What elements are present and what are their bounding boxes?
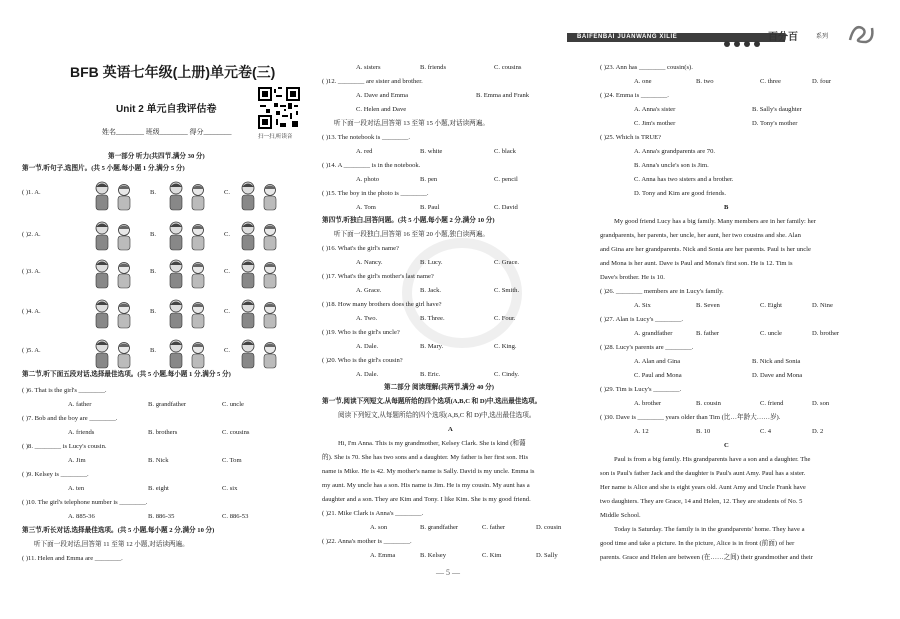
col3-text-line: parents. Grace and Helen are between (在……之间) their grandmother and their: [600, 554, 813, 561]
col3-text-line: Her name is Alice and she is eight years old. Aunt Amy and Uncle Frank have: [600, 484, 806, 491]
col3-text-line: and Mona is her aunt. Dave is Paul and Mona's first son. He is 12. Tim is: [600, 260, 793, 267]
col3-text-line: C. uncle: [760, 330, 782, 337]
unit-subtitle: Unit 2 单元自我评估卷: [116, 104, 217, 115]
col1-text-line: ( )6. That is the girl's ________.: [22, 387, 107, 394]
col2-text-line: ( )22. Anna's mother is ________.: [322, 538, 412, 545]
col2-text-line: Hi, I'm Anna. This is my grandmother, Kelsey Clark. She is kind (和蔼: [338, 440, 526, 447]
person-picture-icon: [90, 180, 138, 212]
col1-text-line: 第一部分 听力(共四节,满分 30 分): [108, 153, 205, 160]
col3-text-line: C: [724, 442, 729, 449]
col1-text-line: 听下面一段对话,回答第 11 至第 12 小题,对话读两遍。: [34, 541, 189, 548]
col2-text-line: 听下面一段对话,回答第 13 至第 15 小题,对话读两遍。: [334, 120, 489, 127]
col3-text-line: ( )25. Which is TRUE?: [600, 134, 662, 141]
person-picture-icon: [164, 220, 212, 252]
col1-text-line: C.: [224, 268, 231, 275]
col2-text-line: B. white: [420, 148, 443, 155]
col2-text-line: A. Nancy.: [356, 259, 383, 266]
col3-text-line: ( )28. Lucy's parents are ________.: [600, 344, 694, 351]
col1-text-line: A. father: [68, 401, 92, 408]
col1-text-line: C.: [224, 189, 231, 196]
col2-text-line: A: [448, 426, 453, 433]
col3-text-line: Dave's brother. He is 10.: [600, 274, 665, 281]
person-picture-icon: [90, 338, 138, 370]
col3-text-line: D. Dave and Mona: [752, 372, 803, 379]
col1-text-line: C.: [224, 347, 231, 354]
col1-text-line: B.: [150, 231, 157, 238]
col2-text-line: C. Kim: [482, 552, 502, 559]
person-picture-icon: [164, 298, 212, 330]
col3-text-line: B. Nick and Sonia: [752, 358, 801, 365]
col1-text-line: B.: [150, 347, 157, 354]
col1-text-line: A. ten: [68, 485, 85, 492]
col3-text-line: ( )23. Ann has ________ cousin(s).: [600, 64, 693, 71]
col1-text-line: 第三节,听长对话,选择最佳选项。(共 5 小题,每小题 2 分,满分 10 分): [22, 527, 215, 534]
col3-text-line: Today is Saturday. The family is in the grandparents' home. They have a: [614, 526, 805, 533]
col2-text-line: B. pen: [420, 176, 438, 183]
col3-text-line: and Gina are her grandparents. Nick and Sonia are her parents. Paul is her uncle: [600, 246, 811, 253]
col2-text-line: B. Mary.: [420, 343, 444, 350]
brand-name: 百分百: [768, 32, 798, 43]
col1-text-line: B. Nick: [148, 457, 169, 464]
col3-text-line: Paul is from a big family. His grandparents have a son and a daughter. The: [614, 456, 811, 463]
col2-text-line: 第四节,听独白,回答问题。(共 5 小题,每小题 2 分,满分 10 分): [322, 217, 495, 224]
col1-text-line: B.: [150, 308, 157, 315]
person-picture-icon: [236, 338, 284, 370]
person-picture-icon: [164, 338, 212, 370]
col2-text-line: ( )15. The boy in the photo is ________.: [322, 190, 429, 197]
col2-text-line: D. Sally: [536, 552, 558, 559]
col2-text-line: ( )20. Who is the girl's cousin?: [322, 357, 403, 364]
col2-text-line: B. Lucy.: [420, 259, 443, 266]
col3-text-line: B. Seven: [696, 302, 720, 309]
col3-text-line: D. son: [812, 400, 830, 407]
col3-text-line: C. Anna has two sisters and a brother.: [634, 176, 734, 183]
col2-text-line: 的). She is 70. She has two sons and a daughter. My father is her first son. His: [322, 454, 529, 461]
col2-text-line: C. cousins: [494, 64, 522, 71]
dot-icon: [744, 41, 750, 47]
col2-text-line: A. red: [356, 148, 373, 155]
col1-text-line: C. cousins: [222, 429, 250, 436]
col1-text-line: B. brothers: [148, 429, 178, 436]
col3-text-line: A. Alan and Gina: [634, 358, 681, 365]
col1-text-line: B.: [150, 268, 157, 275]
col3-text-line: B. Sally's daughter: [752, 106, 802, 113]
col2-text-line: ( )17. What's the girl's mother's last name?: [322, 273, 434, 280]
col2-text-line: C. pencil: [494, 176, 518, 183]
col2-text-line: ( )21. Mike Clark is Anna's ________.: [322, 510, 424, 517]
col3-text-line: C. friend: [760, 400, 784, 407]
col3-text-line: A. grandfather: [634, 330, 673, 337]
col3-text-line: A. Anna's grandparents are 70.: [634, 148, 716, 155]
col2-text-line: A. Tom: [356, 204, 376, 211]
person-picture-icon: [90, 220, 138, 252]
col3-text-line: ( )27. Alan is Lucy's ________.: [600, 316, 684, 323]
col1-text-line: C. Tom: [222, 457, 242, 464]
person-picture-icon: [236, 180, 284, 212]
col3-text-line: A. one: [634, 78, 652, 85]
col2-text-line: ( )19. Who is the girl's uncle?: [322, 329, 400, 336]
col1-text-line: ( )5. A.: [22, 347, 41, 354]
col3-text-line: Middle School.: [600, 512, 641, 519]
col2-text-line: C. King.: [494, 343, 517, 350]
col1-text-line: ( )1. A.: [22, 189, 41, 196]
col2-text-line: C. Smith.: [494, 287, 520, 294]
col3-text-line: B. father: [696, 330, 720, 337]
col2-text-line: daughter and a son. They are Kim and Tony. I like Kim. She is my good friend.: [322, 496, 531, 503]
col2-text-line: name is Mike. He is 42. My mother's name is Sally. David is my uncle. Emma is: [322, 468, 535, 475]
col3-text-line: B. two: [696, 78, 714, 85]
col1-text-line: C.: [224, 308, 231, 315]
col3-text-line: D. Tony and Kim are good friends.: [634, 190, 727, 197]
col3-text-line: A. Anna's sister: [634, 106, 676, 113]
col3-text-line: C. Jim's mother: [634, 120, 676, 127]
col2-text-line: C. Cindy.: [494, 371, 520, 378]
col3-text-line: A. brother: [634, 400, 662, 407]
col2-text-line: C. father: [482, 524, 506, 531]
col1-text-line: ( )10. The girl's telephone number is ________.: [22, 499, 148, 506]
col2-text-line: A. Emma: [370, 552, 396, 559]
col2-text-line: B. Jack.: [420, 287, 442, 294]
qr-caption: 扫一扫,听读音: [258, 134, 293, 140]
col2-text-line: C. black: [494, 148, 516, 155]
col2-text-line: B. Eric.: [420, 371, 441, 378]
col3-text-line: ( )30. Dave is ________ years older than Tim (比…年龄大……岁).: [600, 414, 781, 421]
person-picture-icon: [236, 258, 284, 290]
person-picture-icon: [90, 298, 138, 330]
col3-text-line: D. Tony's mother: [752, 120, 798, 127]
header-band: BAIFENBAI JUANWANG XILIE: [567, 33, 785, 42]
col1-text-line: C. 886-53: [222, 513, 249, 520]
col2-text-line: ( )14. A ________ is in the notebook.: [322, 162, 421, 169]
col3-text-line: ( )29. Tim is Lucy's ________.: [600, 386, 682, 393]
col3-text-line: D. four: [812, 78, 832, 85]
person-picture-icon: [236, 220, 284, 252]
qr-code-icon[interactable]: [258, 87, 300, 129]
col2-text-line: 第一节,阅读下列短文,从每题所给的四个选项(A,B,C 和 D)中,选出最佳选项。: [322, 398, 542, 405]
page-title: BFB 英语七年级(上册)单元卷(三): [70, 64, 276, 80]
col3-text-line: A. Six: [634, 302, 651, 309]
col2-text-line: 听下面一段独白,回答第 16 至第 20 小题,独白读两遍。: [334, 231, 489, 238]
col3-text-line: My good friend Lucy has a big family. Many members are in her family: her: [614, 218, 816, 225]
col2-text-line: A. Grace.: [356, 287, 382, 294]
col2-text-line: A. Two.: [356, 315, 378, 322]
person-picture-icon: [90, 258, 138, 290]
col1-text-line: B. grandfather: [148, 401, 187, 408]
col2-text-line: ( )13. The notebook is ________.: [322, 134, 410, 141]
col2-text-line: C. Four.: [494, 315, 516, 322]
col1-text-line: 第一节,听句子,选图片。(共 5 小题,每小题 1 分,满分 5 分): [22, 165, 185, 172]
series-label: 系列: [816, 34, 829, 40]
col2-text-line: 第二部分 阅读理解(共两节,满分 40 分): [384, 384, 494, 391]
col1-text-line: ( )2. A.: [22, 231, 41, 238]
header-dots: [724, 34, 764, 52]
col3-text-line: good time and take a picture. In the picture, Alice is in front (前面) of her: [600, 540, 795, 547]
col3-text-line: A. 12: [634, 428, 649, 435]
brand-logo-icon: [846, 20, 876, 46]
col3-text-line: C. Paul and Mona: [634, 372, 682, 379]
col2-text-line: my aunt. My uncle has a son. His name is Jim. He is my cousin. My aunt has a: [322, 482, 530, 489]
col3-text-line: son is Paul's father Jack and the daughter is Paul's aunt Amy. Paul has a sister.: [600, 470, 806, 477]
col2-text-line: C. David: [494, 204, 518, 211]
col3-text-line: D. Nine: [812, 302, 833, 309]
col3-text-line: B. 10: [696, 428, 711, 435]
col1-text-line: ( )11. Helen and Emma are ________.: [22, 555, 123, 562]
col3-text-line: grandparents, her parents, her uncle, her aunt, her two cousins and she. Alan: [600, 232, 801, 239]
col3-text-line: B: [724, 204, 729, 211]
col3-text-line: C. three: [760, 78, 781, 85]
col1-text-line: C. six: [222, 485, 238, 492]
col1-text-line: A. Jim: [68, 457, 86, 464]
col1-text-line: C. uncle: [222, 401, 244, 408]
dot-icon: [734, 41, 740, 47]
col2-text-line: B. friends: [420, 64, 447, 71]
col3-text-line: D. brother: [812, 330, 840, 337]
col1-text-line: ( )3. A.: [22, 268, 41, 275]
col1-text-line: C.: [224, 231, 231, 238]
page-number: — 5 —: [436, 568, 460, 577]
col1-text-line: B. eight: [148, 485, 169, 492]
person-picture-icon: [164, 180, 212, 212]
student-fields: 姓名________ 班级________ 得分________: [102, 128, 232, 136]
col2-text-line: A. son: [370, 524, 388, 531]
col2-text-line: 阅读下列短文,从每题所给的四个选项(A,B,C 和 D)中,选出最佳选项。: [338, 412, 536, 419]
col3-text-line: two daughters. They are Grace, 14 and Helen, 12. They are students of No. 5: [600, 498, 803, 505]
col2-text-line: ( )12. ________ are sister and brother.: [322, 78, 423, 85]
col2-text-line: A. Dale.: [356, 343, 379, 350]
col2-text-line: A. Dave and Emma: [356, 92, 408, 99]
col3-text-line: B. cousin: [696, 400, 721, 407]
col2-text-line: B. grandfather: [420, 524, 459, 531]
person-picture-icon: [164, 258, 212, 290]
col2-text-line: ( )16. What's the girl's name?: [322, 245, 399, 252]
col2-text-line: B. Kelsey: [420, 552, 447, 559]
col2-text-line: C. Helen and Dave: [356, 106, 407, 113]
col2-text-line: ( )18. How many brothers does the girl have?: [322, 301, 442, 308]
col2-text-line: B. Three.: [420, 315, 445, 322]
col3-text-line: ( )26. ________ members are in Lucy's family.: [600, 288, 724, 295]
dot-icon: [724, 41, 730, 47]
col1-text-line: ( )4. A.: [22, 308, 41, 315]
col1-text-line: A. 885-36: [68, 513, 95, 520]
col1-text-line: 第二节,听下面五段对话,选择最佳选项。(共 5 小题,每小题 1 分,满分 5 分): [22, 371, 231, 378]
col1-text-line: ( )9. Kelsey is ________.: [22, 471, 89, 478]
col3-text-line: ( )24. Emma is ________.: [600, 92, 669, 99]
col2-text-line: A. sisters: [356, 64, 381, 71]
col1-text-line: ( )7. Bob and the boy are ________.: [22, 415, 118, 422]
col3-text-line: C. Eight: [760, 302, 782, 309]
col2-text-line: C. Grace.: [494, 259, 520, 266]
col1-text-line: A. friends: [68, 429, 95, 436]
dot-icon: [754, 41, 760, 47]
col1-text-line: B. 886-35: [148, 513, 175, 520]
col2-text-line: A. photo: [356, 176, 380, 183]
col3-text-line: B. Anna's uncle's son is Jim.: [634, 162, 709, 169]
col2-text-line: D. cousin: [536, 524, 562, 531]
col2-text-line: B. Emma and Frank: [476, 92, 530, 99]
col2-text-line: A. Dale.: [356, 371, 379, 378]
col2-text-line: B. Paul: [420, 204, 440, 211]
col1-text-line: B.: [150, 189, 157, 196]
col1-text-line: ( )8. ________ is Lucy's cousin.: [22, 443, 107, 450]
person-picture-icon: [236, 298, 284, 330]
col3-text-line: D. 2: [812, 428, 824, 435]
col3-text-line: C. 4: [760, 428, 771, 435]
